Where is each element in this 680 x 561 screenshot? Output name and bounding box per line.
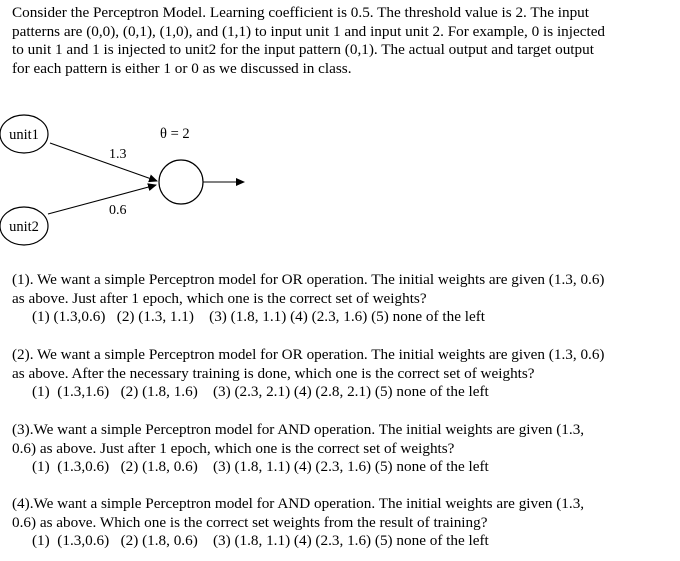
question-text-line: (4).We want a simple Perceptron model for AND operation. The initial weights are given (1.3, [12,495,585,512]
intro-line: Consider the Perceptron Model. Learning coefficient is 0.5. The threshold value is 2. The input [12,4,589,21]
unit1-label: unit1 [9,127,39,143]
intro-line: to unit 1 and 1 is injected to unit2 for the input pattern (0,1). The actual output and target output [12,41,594,58]
weight2-label: 0.6 [109,203,127,218]
threshold-label: θ = 2 [160,126,190,142]
unit2-label: unit2 [9,219,39,235]
question-1 [12,271,672,327]
weight1-label: 1.3 [109,147,127,162]
question-2 [12,346,672,402]
question-text-line: (2). We want a simple Perceptron model for OR operation. The initial weights are given (1.3, 0.6) [12,346,605,363]
question-text-line: as above. After the necessary training is done, which one is the correct set of weights? [12,364,535,382]
weight1-connection [50,143,157,181]
answer-options: (1) (1.3,1.6) (2) (1.8, 1.6) (3) (2.3, 2.1) (4) (2.8, 2.1) (5) none of the left [32,383,489,400]
question-text-line: 0.6) as above. Which one is the correct set weights from the result of training? [12,513,488,531]
question-text-line: as above. Just after 1 epoch, which one is the correct set of weights? [12,289,427,307]
answer-options: (1) (1.3,0.6) (2) (1.8, 0.6) (3) (1.8, 1.1) (4) (2.3, 1.6) (5) none of the left [32,532,489,549]
intro-line: patterns are (0,0), (0,1), (1,0), and (1,1) to input unit 1 and input unit 2. For example, 0 is injected [12,22,606,40]
question-text-line: (1). We want a simple Perceptron model for OR operation. The initial weights are given (1.3, 0.6) [12,271,605,288]
output-neuron [159,160,203,204]
question-3 [12,421,672,477]
question-text-line: 0.6) as above. Just after 1 epoch, which one is the correct set of weights? [12,439,455,457]
answer-options: (1) (1.3,0.6) (2) (1.3, 1.1) (3) (1.8, 1.1) (4) (2.3, 1.6) (5) none of the left [32,308,485,325]
question-text-line: (3).We want a simple Perceptron model for AND operation. The initial weights are given (1.3, [12,421,585,438]
weight2-connection [48,185,156,214]
question-4 [12,495,672,551]
intro-line: for each pattern is either 1 or 0 as we discussed in class. [12,59,352,77]
answer-options: (1) (1.3,0.6) (2) (1.8, 0.6) (3) (1.8, 1.1) (4) (2.3, 1.6) (5) none of the left [32,458,489,475]
